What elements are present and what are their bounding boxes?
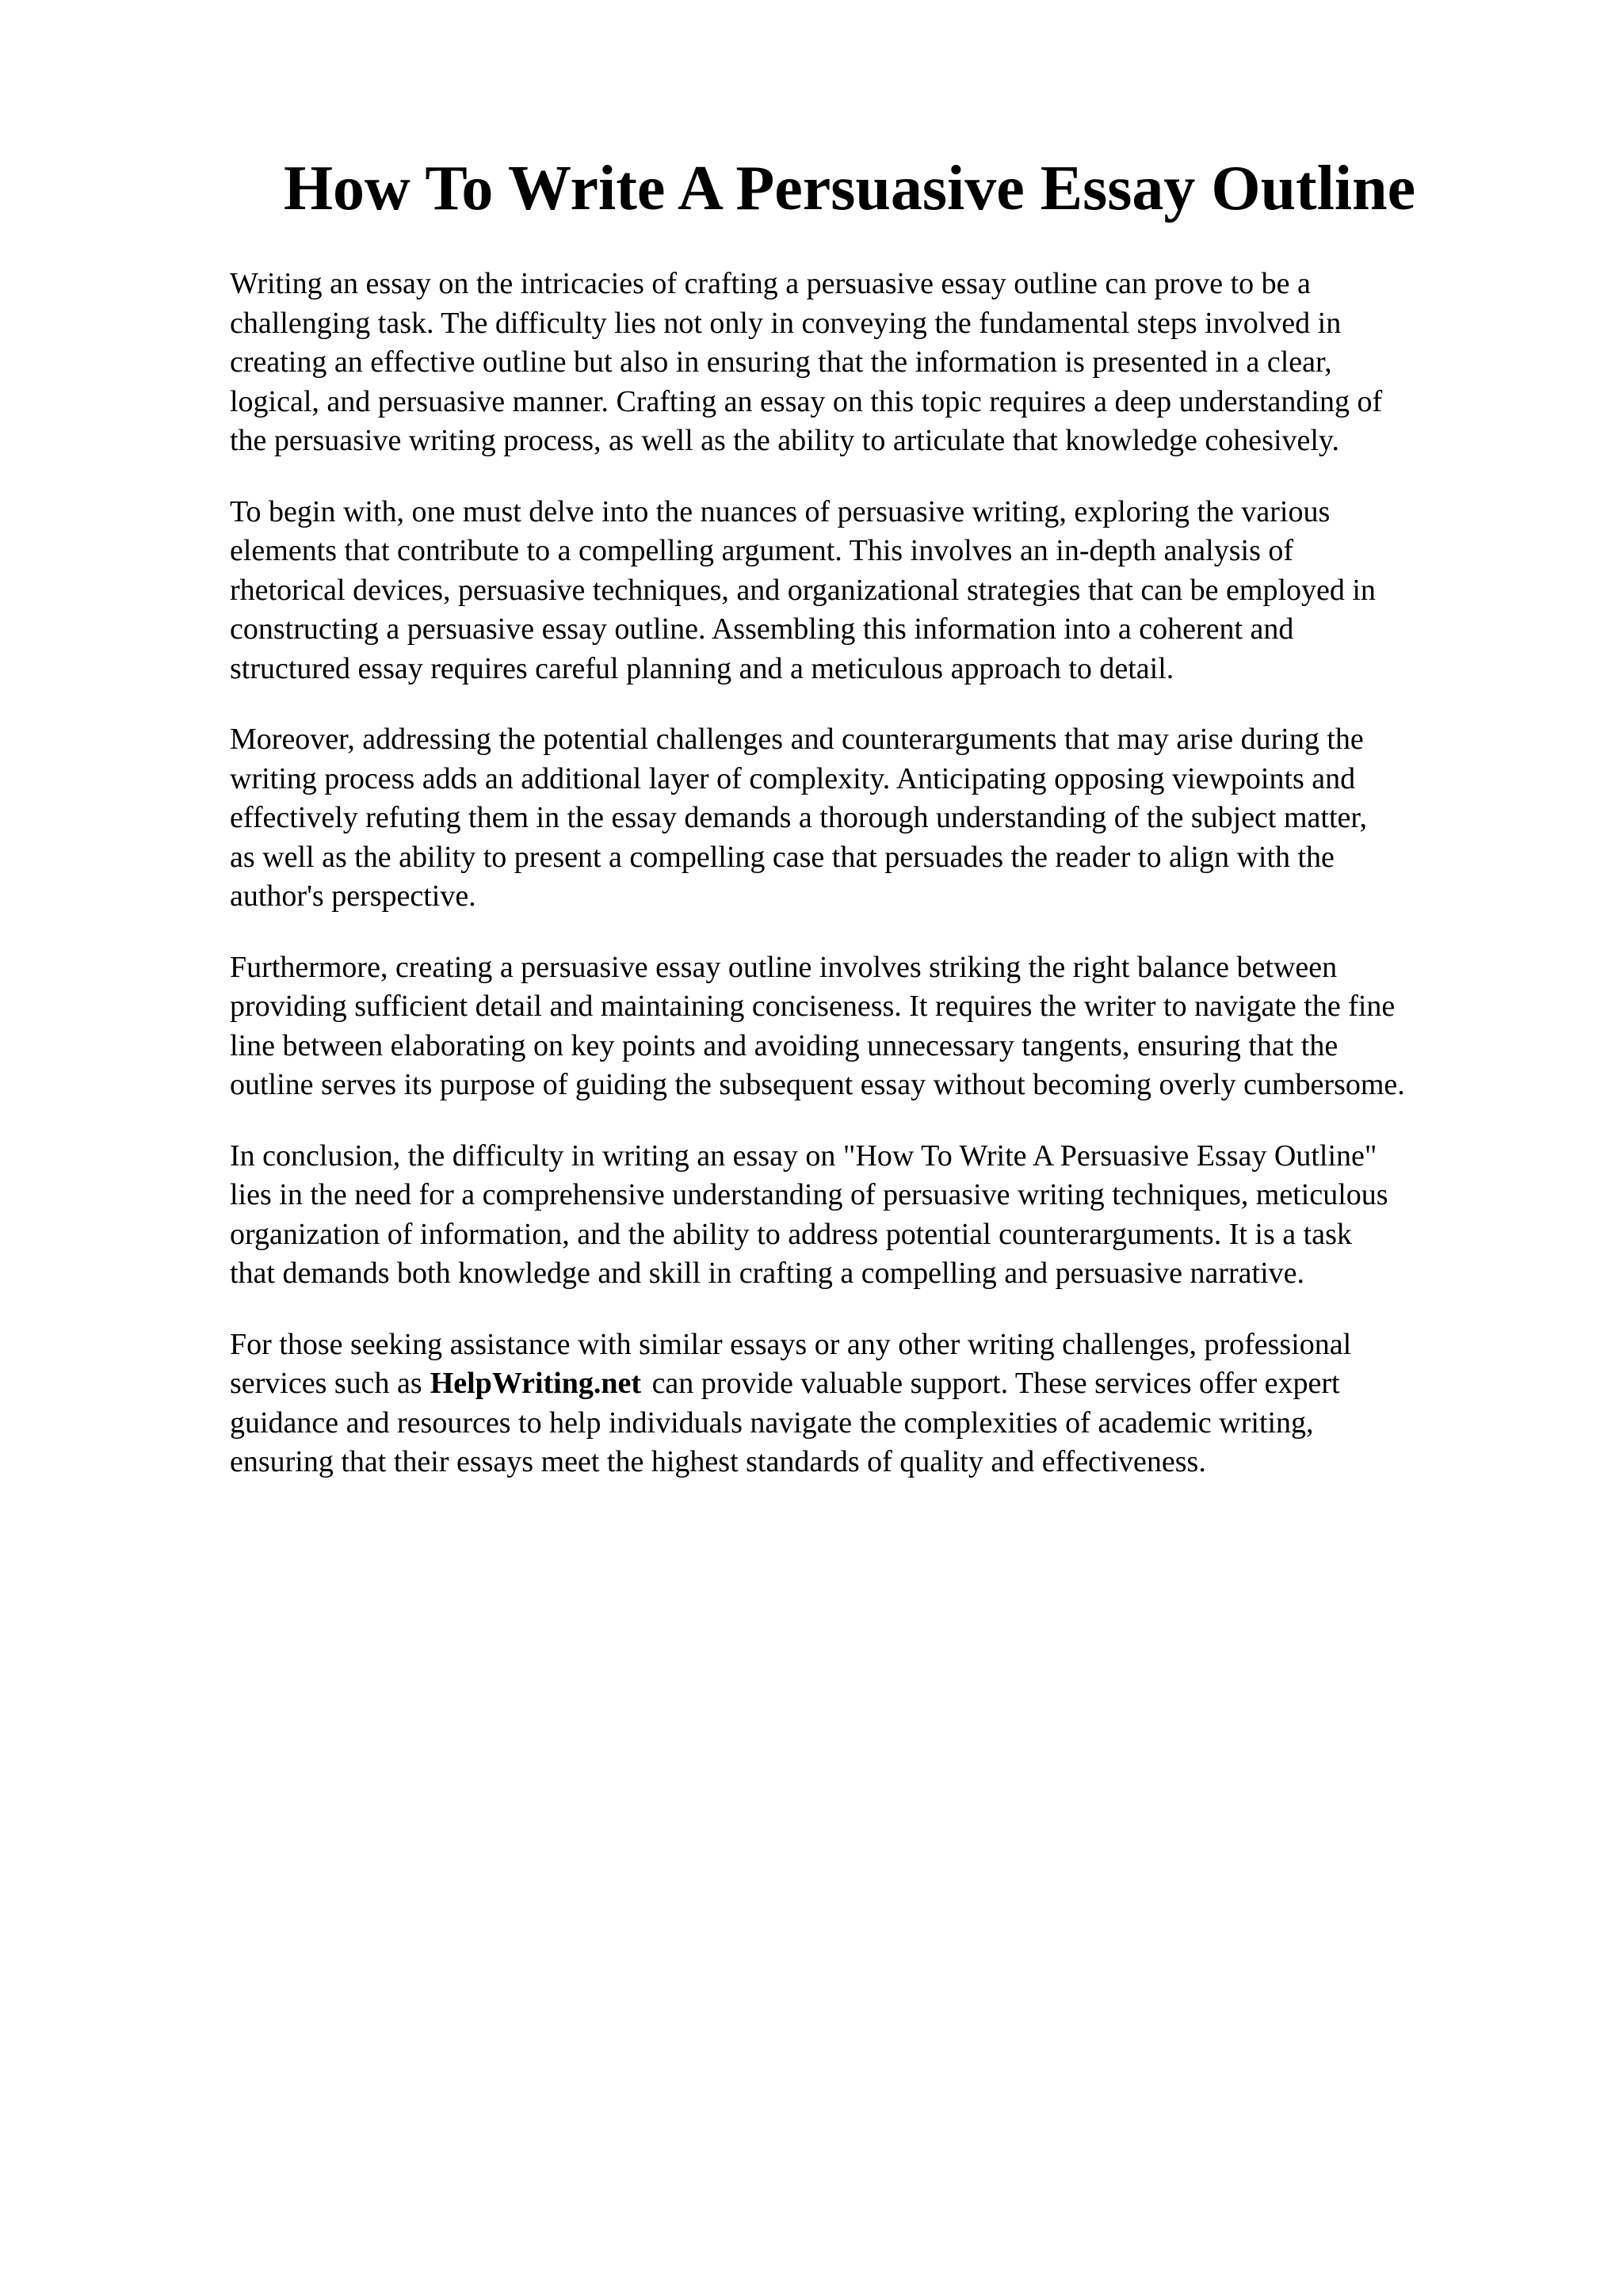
paragraph-line: constructing a persuasive essay outline. Assembling this information into a coherent and — [230, 612, 1294, 646]
paragraph-line: structured essay requires careful planning and a meticulous approach to detail. — [230, 651, 1174, 685]
paragraph-line: outline serves its purpose of guiding the subsequent essay without becoming overly cumbersome. — [230, 1068, 1405, 1101]
paragraph-closing — [230, 1325, 1514, 1482]
paragraph-line: lies in the need for a comprehensive understanding of persuasive writing techniques, meticulous — [230, 1178, 1388, 1211]
paragraph-2 — [230, 493, 1514, 689]
paragraph-line: rhetorical devices, persuasive techniques, and organizational strategies that can be employed in — [230, 573, 1376, 607]
paragraph-line: ensuring that their essays meet the highest standards of quality and effectiveness. — [230, 1445, 1206, 1478]
paragraph-line: as well as the ability to present a compelling case that persuades the reader to align with the — [230, 840, 1335, 874]
paragraph-line — [230, 1364, 1514, 1404]
paragraph-line: Moreover, addressing the potential challenges and counterarguments that may arise during the — [230, 723, 1364, 756]
paragraph-line: Furthermore, creating a persuasive essay outline involves striking the right balance between — [230, 950, 1338, 984]
paragraph-line: For those seeking assistance with similar essays or any other writing challenges, professional — [230, 1327, 1352, 1361]
paragraph-line: writing process adds an additional layer of complexity. Anticipating opposing viewpoints and — [230, 761, 1356, 795]
paragraph-line: Writing an essay on the intricacies of crafting a persuasive essay outline can prove to be a — [230, 267, 1311, 300]
paragraph-line: logical, and persuasive manner. Crafting an essay on this topic requires a deep understanding of — [230, 384, 1383, 418]
page-title: How To Write A Persuasive Essay Outline — [283, 154, 1416, 223]
paragraph-line: that demands both knowledge and skill in crafting a compelling and persuasive narrative. — [230, 1257, 1304, 1290]
paragraph-line: To begin with, one must delve into the nuances of persuasive writing, exploring the various — [230, 494, 1331, 528]
paragraph-3 — [230, 720, 1514, 917]
paragraph-line: In conclusion, the difficulty in writing an essay on "How To Write A Persuasive Essay Outline" — [230, 1138, 1377, 1173]
paragraph-line: author's perspective. — [230, 879, 476, 913]
paragraph-line: guidance and resources to help individuals navigate the complexities of academic writing, — [230, 1405, 1314, 1440]
brand-name: HelpWriting.net — [430, 1367, 642, 1400]
paragraph-5 — [230, 1137, 1514, 1294]
paragraph-line: providing sufficient detail and maintaining conciseness. It requires the writer to navigate the fine — [230, 990, 1396, 1023]
paragraph-line: effectively refuting them in the essay demands a thorough understanding of the subject matter, — [230, 801, 1368, 834]
paragraph-4 — [230, 948, 1514, 1105]
paragraph-line: organization of information, and the ability to address potential counterarguments. It is a task — [230, 1217, 1352, 1251]
paragraph-line: the persuasive writing process, as well as the ability to articulate that knowledge cohesively. — [230, 424, 1339, 457]
line-text-before-brand: services such as — [230, 1367, 422, 1400]
document-body — [230, 265, 1514, 1514]
paragraph-line: creating an effective outline but also in ensuring that the information is presented in a clear, — [230, 345, 1332, 379]
line-text-after-brand: can provide valuable support. These services offer expert — [651, 1367, 1340, 1400]
paragraph-line: elements that contribute to a compelling argument. This involves an in-depth analysis of — [230, 534, 1294, 567]
paragraph-line: line between elaborating on key points and avoiding unnecessary tangents, ensuring that the — [230, 1028, 1338, 1062]
paragraph-line: challenging task. The difficulty lies not only in conveying the fundamental steps involved in — [230, 306, 1342, 340]
paragraph-1 — [230, 265, 1514, 461]
